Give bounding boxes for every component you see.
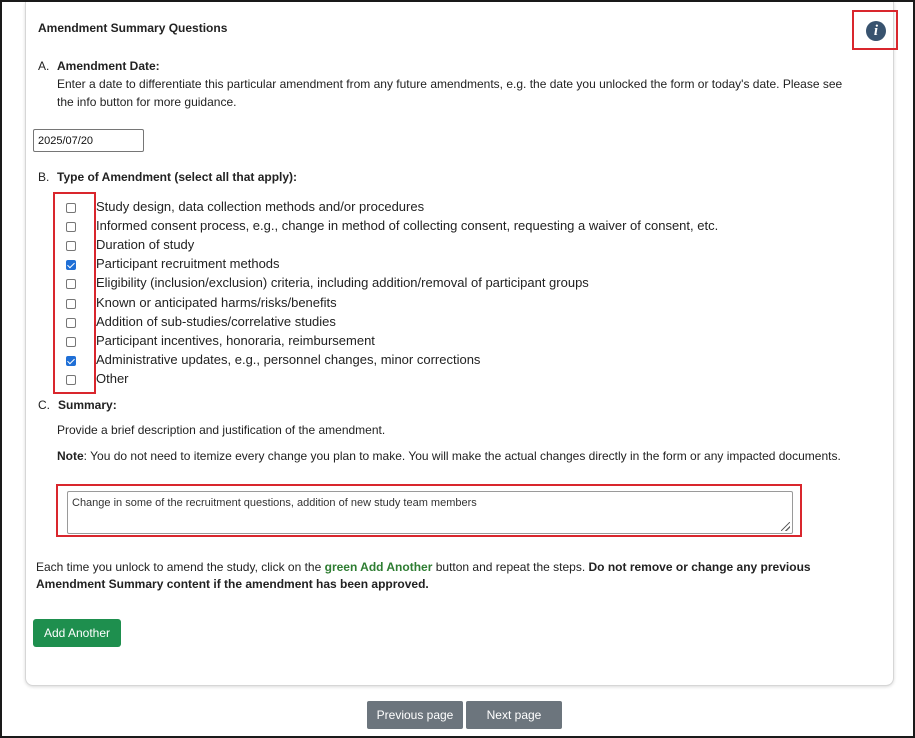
question-b-letter: B. bbox=[38, 170, 50, 184]
info-icon[interactable]: i bbox=[866, 21, 886, 41]
info-highlight bbox=[852, 10, 898, 50]
amendment-type-option[interactable] bbox=[66, 370, 76, 389]
amendment-date-input[interactable] bbox=[33, 129, 144, 152]
question-c-letter: C. bbox=[38, 398, 50, 412]
amendment-type-option[interactable] bbox=[66, 198, 76, 217]
question-a-line2: the info button for more guidance. bbox=[57, 95, 237, 109]
amendment-type-option[interactable] bbox=[66, 236, 76, 255]
question-b-title: Type of Amendment (select all that apply): bbox=[57, 170, 298, 184]
note-text: : You do not need to itemize every change you plan to make. You will make the actual changes directly in the form or any impacted documents. bbox=[83, 449, 841, 463]
checkbox-unchecked[interactable] bbox=[66, 203, 76, 213]
summary-text: Change in some of the recruitment questions, addition of new study team members bbox=[72, 497, 477, 509]
amendment-type-option[interactable] bbox=[66, 217, 76, 236]
question-a-line1: Enter a date to differentiate this particular amendment from any future amendments, e.g. the date you unlocked the form or today's date. Please see bbox=[57, 77, 843, 91]
checkbox-checked[interactable] bbox=[66, 260, 76, 270]
amendment-type-label: Addition of sub-studies/correlative studies bbox=[96, 314, 336, 329]
amendment-type-label: Known or anticipated harms/risks/benefits bbox=[96, 295, 337, 310]
question-c-title: Summary: bbox=[58, 398, 117, 412]
add-another-button[interactable]: Add Another bbox=[33, 619, 121, 647]
instructions-line1 bbox=[36, 558, 811, 576]
amendment-type-label: Study design, data collection methods and/or procedures bbox=[96, 199, 425, 214]
instructions-part2: button and repeat the steps. bbox=[432, 560, 589, 574]
amendment-type-label: Eligibility (inclusion/exclusion) criteria, including addition/removal of participant groups bbox=[96, 275, 589, 290]
question-a-title: Amendment Date: bbox=[57, 59, 160, 73]
amendment-type-label: Participant incentives, honoraria, reimbursement bbox=[96, 333, 375, 348]
amendment-type-label: Participant recruitment methods bbox=[96, 256, 280, 271]
question-c-description: Provide a brief description and justification of the amendment. bbox=[57, 423, 386, 437]
summary-highlight bbox=[56, 484, 802, 537]
checkbox-unchecked[interactable] bbox=[66, 375, 76, 385]
amendment-type-label: Duration of study bbox=[96, 237, 195, 252]
checkbox-unchecked[interactable] bbox=[66, 337, 76, 347]
summary-textarea[interactable] bbox=[67, 491, 793, 534]
next-page-button[interactable]: Next page bbox=[466, 701, 562, 729]
checkbox-unchecked[interactable] bbox=[66, 299, 76, 309]
amendment-type-option[interactable] bbox=[66, 255, 76, 274]
instructions-line2 bbox=[36, 575, 429, 593]
instructions-green-link: green Add Another bbox=[324, 560, 433, 574]
instructions-part1: Each time you unlock to amend the study, click on the bbox=[36, 560, 325, 574]
amendment-type-option[interactable] bbox=[66, 332, 76, 351]
amendment-type-option[interactable] bbox=[66, 351, 76, 370]
checkbox-unchecked[interactable] bbox=[66, 279, 76, 289]
checkbox-unchecked[interactable] bbox=[66, 318, 76, 328]
amendment-type-option[interactable] bbox=[66, 294, 76, 313]
amendment-type-label: Other bbox=[96, 371, 129, 386]
instructions-bold2: Amendment Summary content if the amendment has been approved. bbox=[36, 577, 429, 591]
section-title: Amendment Summary Questions bbox=[38, 21, 228, 35]
checkbox-unchecked[interactable] bbox=[66, 241, 76, 251]
amendment-type-label: Administrative updates, e.g., personnel changes, minor corrections bbox=[96, 352, 481, 367]
previous-page-button[interactable]: Previous page bbox=[367, 701, 463, 729]
resize-grip-icon[interactable] bbox=[781, 522, 790, 531]
instructions-bold1: Do not remove or change any previous bbox=[588, 560, 811, 574]
question-c-note bbox=[57, 447, 841, 465]
amendment-type-option[interactable] bbox=[66, 313, 76, 332]
amendment-type-option[interactable] bbox=[66, 274, 76, 293]
checkbox-unchecked[interactable] bbox=[66, 222, 76, 232]
question-a-letter: A. bbox=[38, 59, 50, 73]
checkbox-checked[interactable] bbox=[66, 356, 76, 366]
amendment-type-label: Informed consent process, e.g., change in method of collecting consent, requesting a waiver of consent, etc. bbox=[96, 218, 719, 233]
note-label: Note bbox=[57, 449, 84, 463]
